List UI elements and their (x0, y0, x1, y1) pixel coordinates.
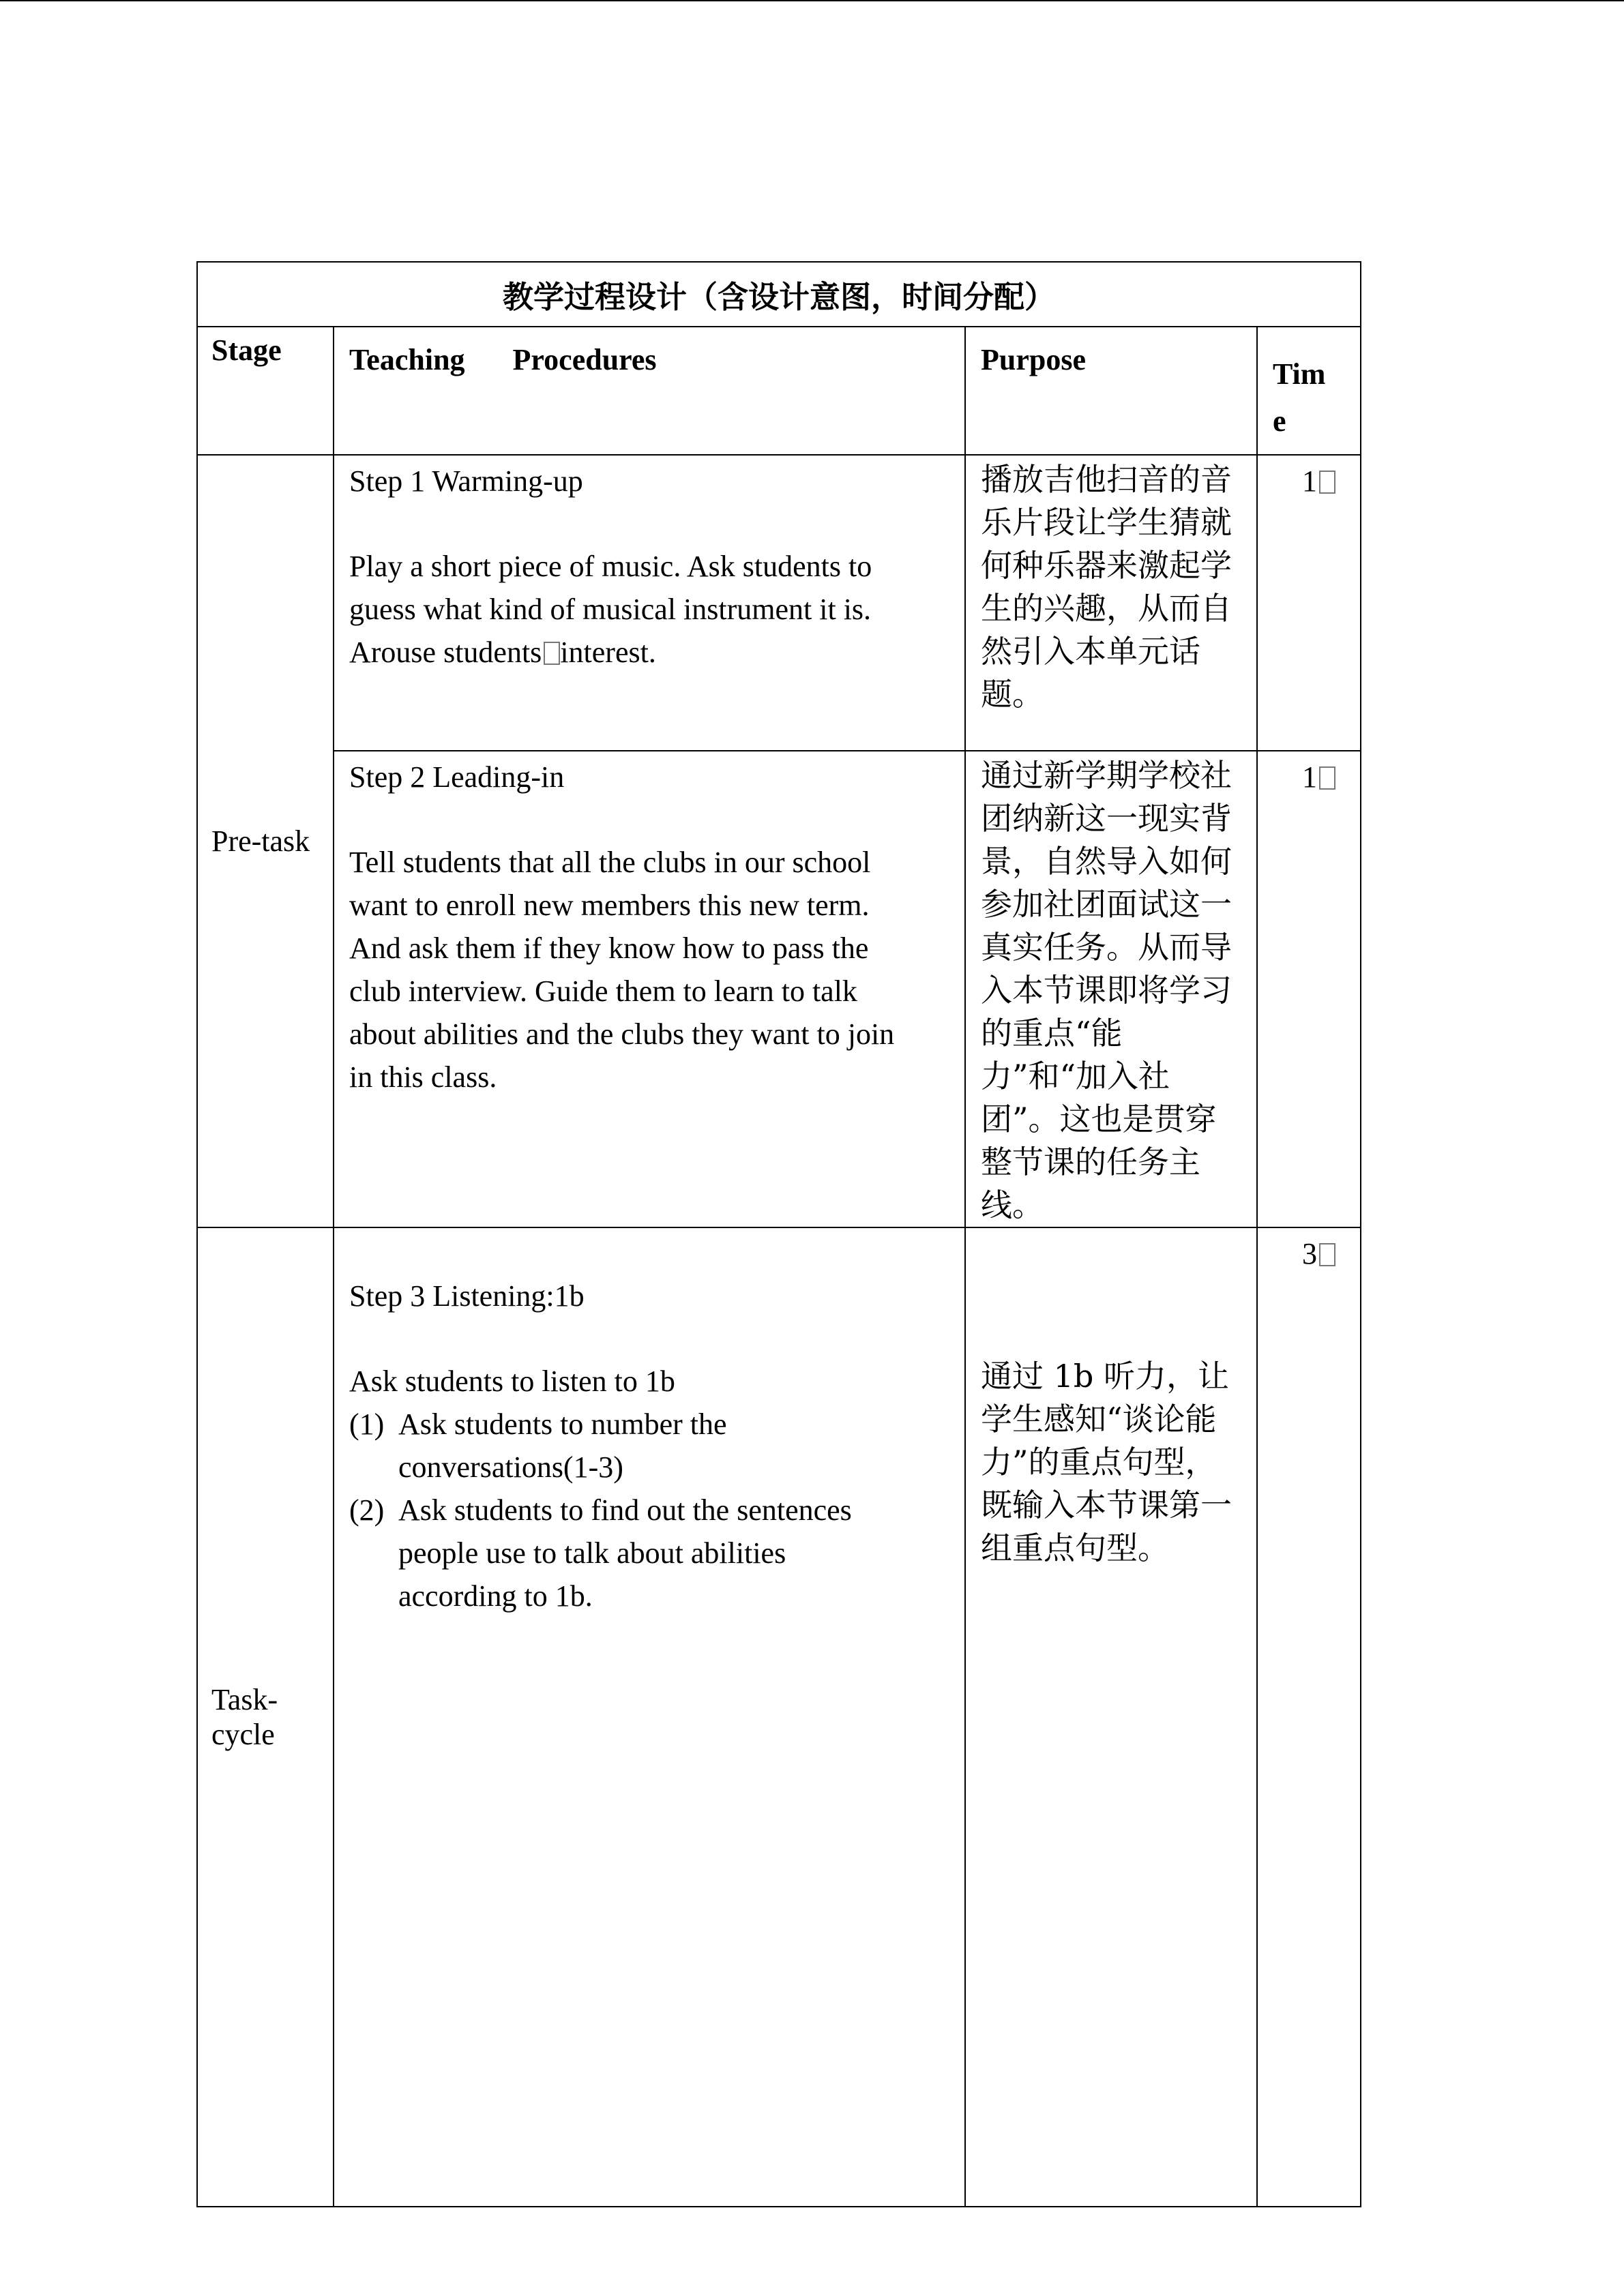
stage-task-cycle-line2: cycle (211, 1718, 275, 1751)
stage-pre-task: Pre-task (197, 455, 334, 1227)
header-time (1257, 327, 1361, 455)
list-number: (2) (349, 1493, 385, 1527)
header-purpose: Purpose (965, 327, 1257, 455)
step-3-list-item-1 (349, 1403, 951, 1489)
step-1-title: Step 1 Warming-up (349, 464, 583, 498)
missing-glyph-icon (1319, 766, 1335, 790)
step-2-line-5: about abilities and the clubs they want to join (349, 1017, 895, 1051)
header-stage: Stage (197, 327, 334, 455)
stage-task-cycle (197, 1227, 334, 2207)
header-procedures-word1: Teaching (349, 343, 465, 376)
stage-task-cycle-line1: Task- (211, 1683, 278, 1716)
procedure-step-1 (334, 455, 965, 751)
time-step-1-value: 1 (1302, 464, 1318, 498)
step-3-list-item-2 (349, 1489, 951, 1617)
purpose-step-3-text: 通过 1b 听力，让学生感知“谈论能力”的重点句型，既输入本节课第一组重点句型。 (981, 1358, 1232, 1566)
page-top-rule (0, 0, 1624, 1)
step-3-title: Step 3 Listening:1b (349, 1279, 585, 1313)
list-item-2-line-3: according to 1b. (398, 1579, 593, 1613)
table-title: 教学过程设计（含设计意图，时间分配） (197, 262, 1361, 327)
step-2-title: Step 2 Leading-in (349, 760, 565, 794)
header-procedures (334, 327, 965, 455)
missing-glyph-icon (544, 642, 560, 665)
step-3-intro: Ask students to listen to 1b (349, 1365, 675, 1398)
time-step-2 (1257, 751, 1361, 1227)
missing-glyph-icon (1319, 471, 1335, 494)
list-item-2-line-1: Ask students to find out the sentences (398, 1493, 852, 1527)
list-item-1-line-1: Ask students to number the (398, 1407, 727, 1441)
step-2-line-3: And ask them if they know how to pass the (349, 931, 869, 965)
step-2-line-6: in this class. (349, 1060, 497, 1094)
time-step-3-value: 3 (1302, 1237, 1318, 1270)
list-item-1-line-2: conversations(1-3) (398, 1450, 623, 1484)
header-procedures-word2: Procedures (512, 343, 657, 376)
step-1-line-3b: interest. (560, 636, 656, 669)
missing-glyph-icon (1319, 1243, 1335, 1266)
header-time-line1: Tim (1273, 357, 1326, 391)
procedure-step-3 (334, 1227, 965, 2207)
purpose-step-2: 通过新学期学校社团纳新这一现实背景，自然导入如何参加社团面试这一真实任务。从而导入本节课即将学习的重点“能力”和“加入社团”。这也是贯穿整节课的任务主线。 (965, 751, 1257, 1227)
step-1-line-3a: Arouse students (349, 636, 542, 669)
header-time-line2: e (1273, 404, 1286, 438)
step-2-line-1: Tell students that all the clubs in our school (349, 846, 871, 879)
step-1-line-3 (349, 631, 951, 674)
time-step-3 (1257, 1227, 1361, 2207)
step-1-line-2: guess what kind of musical instrument it is. (349, 593, 872, 626)
step-2-line-2: want to enroll new members this new term. (349, 889, 870, 922)
lesson-plan-table (196, 261, 1361, 2207)
step-1-line-1: Play a short piece of music. Ask students to (349, 550, 872, 583)
procedure-step-2 (334, 751, 965, 1227)
list-number: (1) (349, 1407, 385, 1441)
time-step-2-value: 1 (1302, 760, 1318, 794)
purpose-step-3 (965, 1227, 1257, 2207)
step-2-line-4: club interview. Guide them to learn to talk (349, 974, 857, 1008)
list-item-2-line-2: people use to talk about abilities (398, 1536, 786, 1570)
time-step-1 (1257, 455, 1361, 751)
purpose-step-1: 播放吉他扫音的音乐片段让学生猜就何种乐器来激起学生的兴趣，从而自然引入本单元话题。 (965, 455, 1257, 751)
